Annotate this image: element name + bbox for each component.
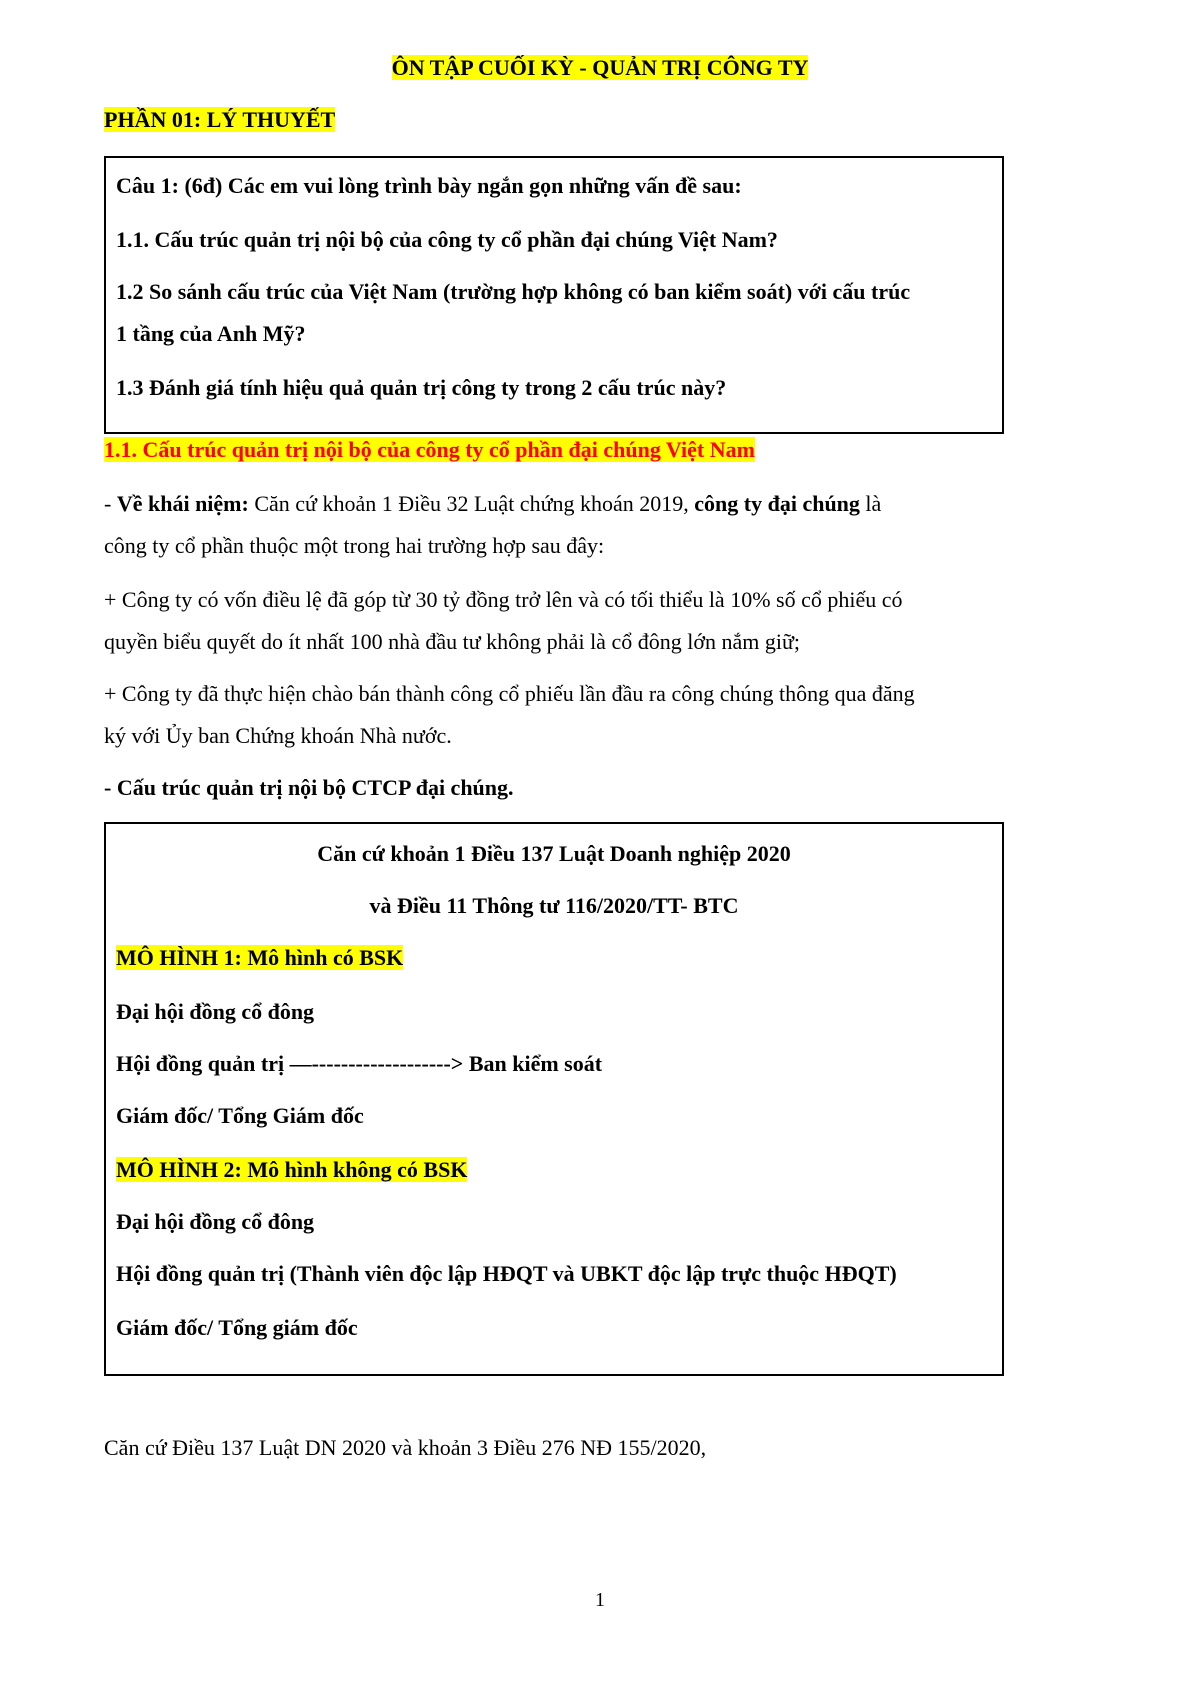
concept-term: công ty đại chúng	[694, 491, 860, 516]
basis-footer: Căn cứ Điều 137 Luật DN 2020 và khoản 3 Điều 276 NĐ 155/2020,	[104, 1435, 707, 1460]
section-heading: 1.1. Cấu trúc quản trị nội bộ của công ty cổ phần đại chúng Việt Nam	[104, 437, 755, 462]
case2-line1: + Công ty đã thực hiện chào bán thành công cổ phiếu lần đầu ra công chúng thông qua đăng	[104, 681, 915, 706]
model2-title: MÔ HÌNH 2: Mô hình không có BSK	[116, 1157, 468, 1182]
model1-agm: Đại hội đồng cổ đông	[116, 999, 315, 1024]
question-1-3: 1.3 Đánh giá tính hiệu quả quản trị công ty trong 2 cấu trúc này?	[116, 375, 727, 400]
structure-heading: - Cấu trúc quản trị nội bộ CTCP đại chúng.	[104, 775, 514, 800]
question-1-2-line2: 1 tầng của Anh Mỹ?	[116, 321, 306, 346]
model2-board: Hội đồng quản trị (Thành viên độc lập HĐQT và UBKT độc lập trực thuộc HĐQT)	[116, 1261, 897, 1286]
model1-title: MÔ HÌNH 1: Mô hình có BSK	[116, 945, 404, 970]
model1-board: Hội đồng quản trị —-------------------> Ban kiểm soát	[116, 1051, 603, 1076]
model2-agm: Đại hội đồng cổ đông	[116, 1209, 315, 1234]
model1-ceo: Giám đốc/ Tổng Giám đốc	[116, 1103, 364, 1128]
part-heading: PHẦN 01: LÝ THUYẾT	[104, 107, 336, 132]
question-1-1: 1.1. Cấu trúc quản trị nội bộ của công ty cổ phần đại chúng Việt Nam?	[116, 227, 778, 252]
question-label: Câu 1: (6đ) Các em vui lòng trình bày ngắn gọn những vấn đề sau:	[116, 173, 742, 198]
case1-line1: + Công ty có vốn điều lệ đã góp từ 30 tỷ đồng trở lên và có tối thiểu là 10% số cổ phiếu có	[104, 587, 903, 612]
case1-line2: quyền biểu quyết do ít nhất 100 nhà đầu tư không phải là cổ đông lớn nắm giữ;	[104, 629, 800, 654]
question-1-2-line1: 1.2 So sánh cấu trúc của Việt Nam (trường hợp không có ban kiểm soát) với cấu trúc	[116, 279, 911, 304]
concept-line1: - Về khái niệm: Căn cứ khoản 1 Điều 32 Luật chứng khoán 2019, công ty đại chúng là	[104, 491, 882, 516]
concept-label: Về khái niệm:	[116, 491, 249, 516]
model2-ceo: Giám đốc/ Tổng giám đốc	[116, 1315, 358, 1340]
case2-line2: ký với Ủy ban Chứng khoán Nhà nước.	[104, 723, 452, 748]
page-number: 1	[595, 1589, 605, 1611]
basis-line1: Căn cứ khoản 1 Điều 137 Luật Doanh nghiệp 2020	[317, 841, 791, 866]
document-title: ÔN TẬP CUỐI KỲ - QUẢN TRỊ CÔNG TY	[391, 55, 809, 80]
concept-line2: công ty cổ phần thuộc một trong hai trường hợp sau đây:	[104, 533, 605, 558]
basis-line2: và Điều 11 Thông tư 116/2020/TT- BTC	[369, 893, 739, 918]
